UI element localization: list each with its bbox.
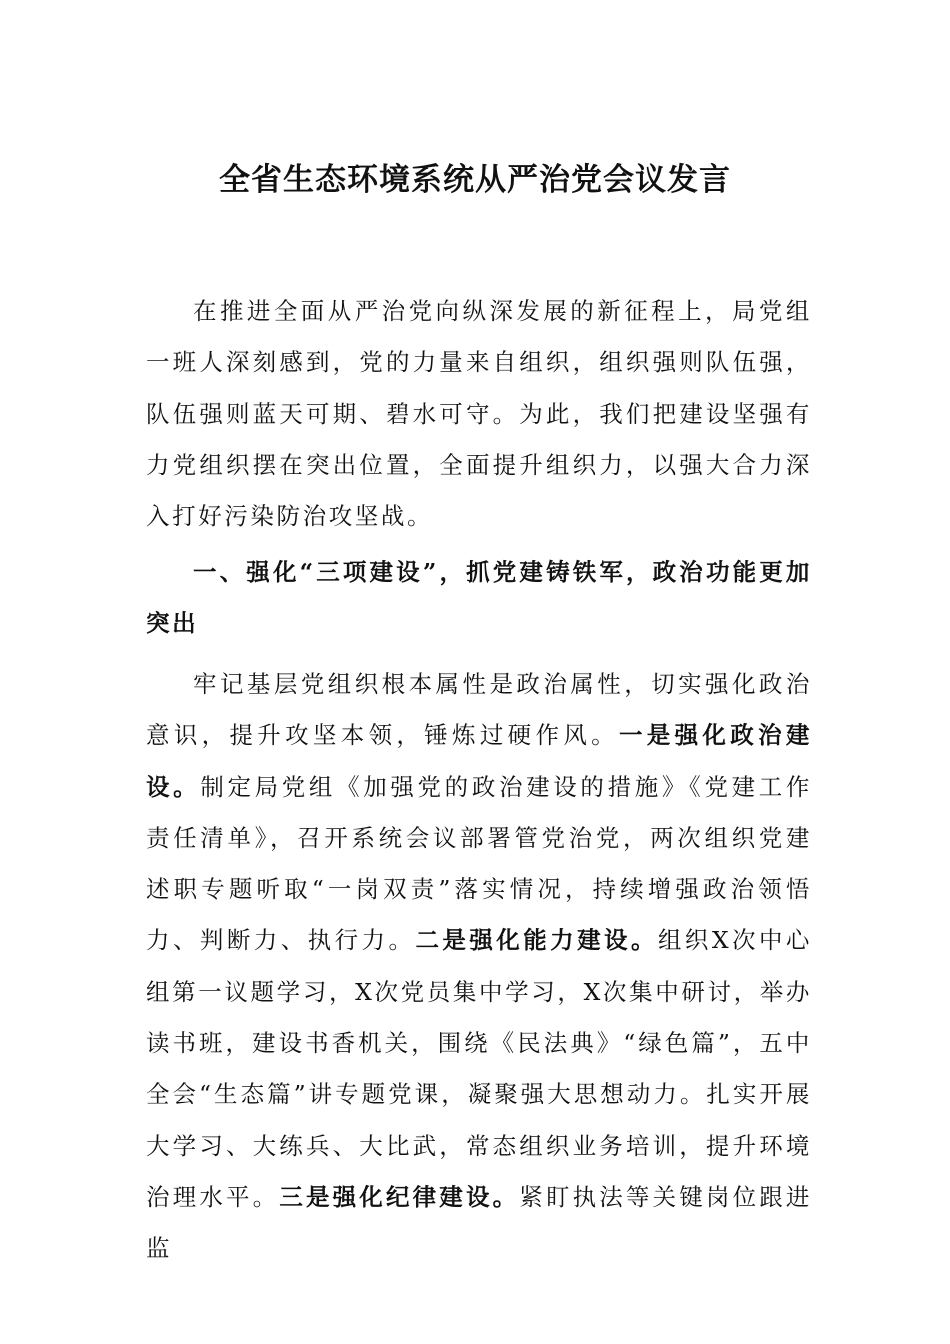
point-2-text: 组织X次中心组第一议题学习，X次党员集中学习，X次集中研讨，举办读书班，建设书香机关，围绕《民法典》“绿色篇”，五中全会“生态篇”讲专题党课，凝聚强大思想动力。扎实开展大学习、大练兵、大比武，常态组织业务培训，提升环境治理水平。 bbox=[146, 926, 812, 1211]
point-1-title: 一是强化政治建设。 bbox=[146, 721, 812, 801]
point-3-title: 三是强化纪律建设。 bbox=[279, 1182, 520, 1211]
section-paragraph bbox=[146, 659, 812, 1275]
intro-paragraph: 在推进全面从严治党向纵深发展的新征程上，局党组一班人深刻感到，党的力量来自组织，组织强则队伍强，队伍强则蓝天可期、碧水可守。为此，我们把建设坚强有力党组织摆在突出位置，全面提升组织力，以强大合力深入打好污染防治攻坚战。 bbox=[146, 297, 812, 531]
point-3-text: 紧盯执法等关键岗位跟进监 bbox=[146, 1182, 812, 1263]
point-2-title: 二是强化能力建设。 bbox=[415, 926, 658, 955]
section-lead-text: 牢记基层党组织根本属性是政治属性，切实强化政治意识，提升攻坚本领，锤炼过硬作风。 bbox=[146, 670, 812, 750]
section-heading: 一、强化“三项建设”，抓党建铸铁军，政治功能更加突出 bbox=[146, 558, 812, 638]
document-title: 全省生态环境系统从严治党会议发言 bbox=[219, 162, 731, 198]
point-1-text: 制定局党组《加强党的政治建设的措施》《党建工作责任清单》，召开系统会议部署管党治党，两次组织党建述职专题听取“一岗双责”落实情况，持续增强政治领悟力、判断力、执行力。 bbox=[146, 772, 812, 955]
